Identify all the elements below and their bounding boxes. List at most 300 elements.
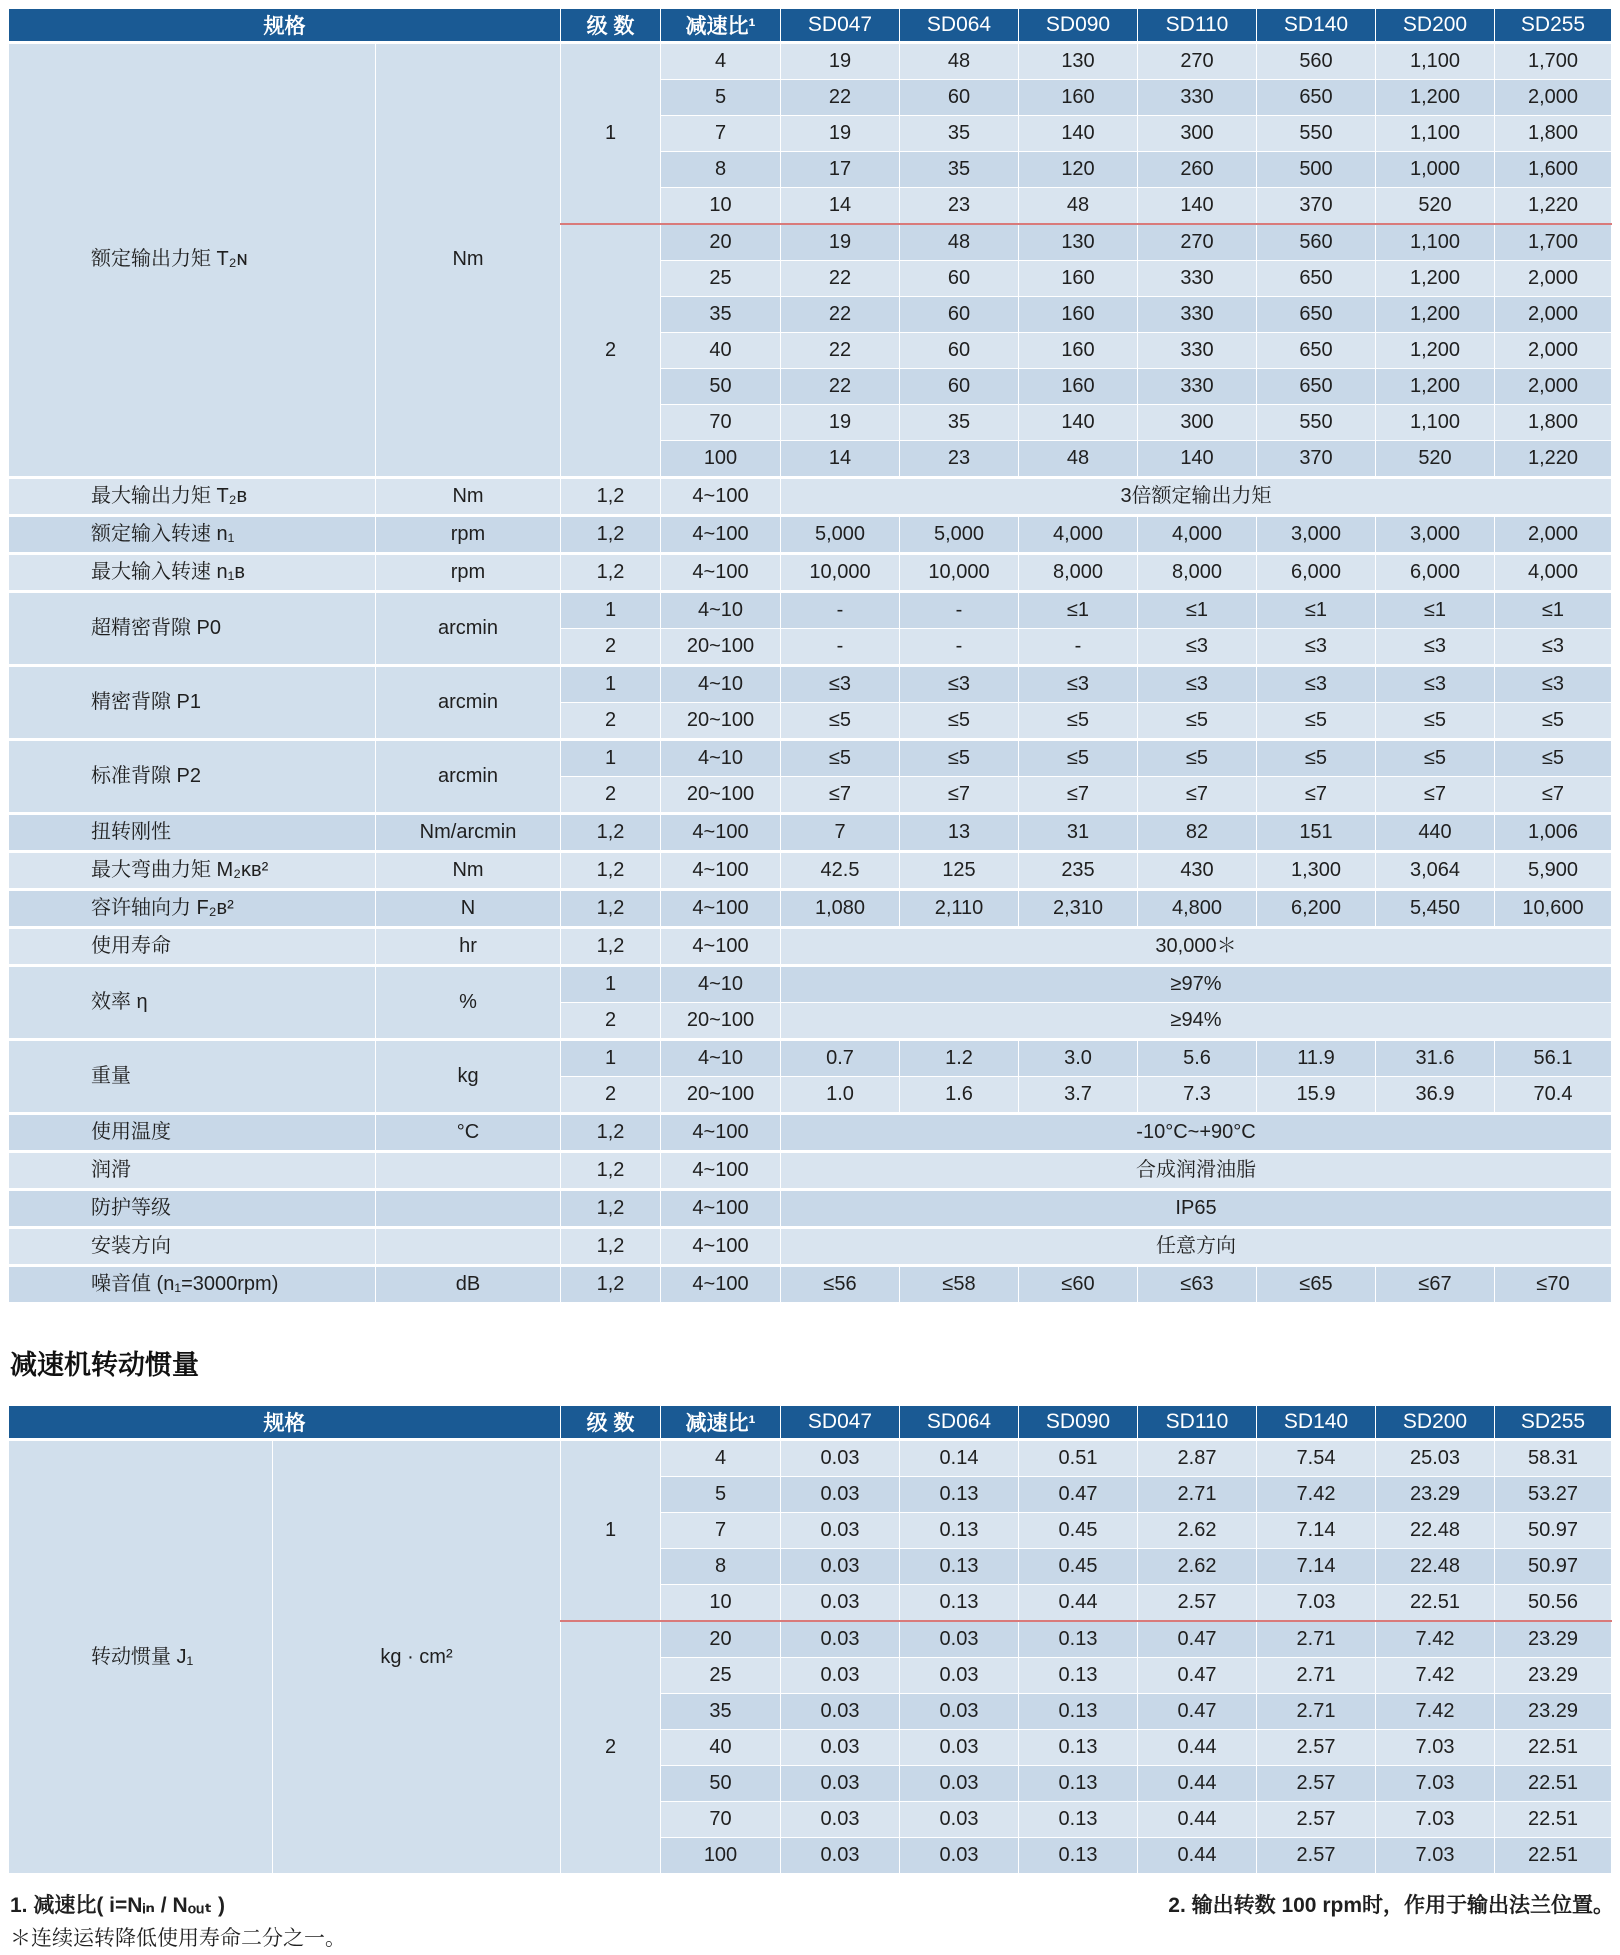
value-cell: 0.44 [1138,1766,1257,1802]
value-cell: 0.03 [900,1766,1019,1802]
spec-label: 重量 [9,1040,376,1114]
ratio-cell: 4~100 [661,928,781,966]
value-cell: 0.03 [781,1802,900,1838]
col-header-stages: 级 数 [561,1406,661,1440]
spec-label: 润滑 [9,1152,376,1190]
col-header-ratio: 减速比¹ [661,1406,781,1440]
value-cell: 0.03 [781,1440,900,1477]
value-cell: ≤5 [781,703,900,740]
value-cell: 7.14 [1257,1549,1376,1585]
spec-unit: N [376,890,561,928]
value-cell: 160 [1019,369,1138,405]
value-cell: ≤1 [1019,592,1138,629]
value-cell: 8,000 [1019,554,1138,592]
value-cell: 650 [1257,369,1376,405]
table-row [9,478,1612,516]
value-cell: 2.71 [1257,1621,1376,1658]
ratio-cell: 20 [661,224,781,261]
value-cell: 0.13 [900,1549,1019,1585]
value-cell: 330 [1138,80,1257,116]
spec-table-body [9,43,1612,1303]
value-cell: 42.5 [781,852,900,890]
value-cell: 1.2 [900,1040,1019,1077]
col-header-model-SD140: SD140 [1257,9,1376,43]
value-cell: 0.03 [900,1802,1019,1838]
value-cell: 370 [1257,441,1376,478]
value-cell: 0.03 [900,1838,1019,1874]
spec-unit [376,1152,561,1190]
value-cell: 36.9 [1376,1077,1495,1114]
ratio-cell: 50 [661,369,781,405]
value-cell: 4,800 [1138,890,1257,928]
value-cell: ≤5 [900,703,1019,740]
ratio-cell: 40 [661,333,781,369]
value-cell: 10,600 [1495,890,1612,928]
value-cell: 5,900 [1495,852,1612,890]
ratio-cell: 4~100 [661,1266,781,1303]
value-cell: 1.0 [781,1077,900,1114]
table-row [9,1228,1612,1266]
value-cell: 130 [1019,43,1138,80]
value-cell: 60 [900,333,1019,369]
ratio-cell: 35 [661,1694,781,1730]
value-cell: 7.03 [1257,1585,1376,1622]
value-cell: 2.57 [1257,1838,1376,1874]
value-cell: 0.03 [900,1658,1019,1694]
ratio-cell: 8 [661,1549,781,1585]
ratio-cell: 100 [661,441,781,478]
value-cell: 2,000 [1495,369,1612,405]
value-cell: 50.97 [1495,1549,1612,1585]
value-cell: ≤5 [900,740,1019,777]
value-cell: 5.6 [1138,1040,1257,1077]
value-cell: ≤5 [1495,703,1612,740]
table-row [9,928,1612,966]
value-cell: ≤70 [1495,1266,1612,1303]
stage-cell: 1,2 [561,478,661,516]
value-cell: - [1019,629,1138,666]
value-cell: 2.71 [1257,1658,1376,1694]
ratio-cell: 4~10 [661,1040,781,1077]
value-cell: 0.47 [1138,1658,1257,1694]
col-header-model-SD110: SD110 [1138,9,1257,43]
col-header-model-SD255: SD255 [1495,1406,1612,1440]
value-cell: 1,080 [781,890,900,928]
value-cell: 0.03 [900,1730,1019,1766]
value-cell: 160 [1019,333,1138,369]
value-cell: 140 [1019,116,1138,152]
value-cell: 6,000 [1257,554,1376,592]
spec-unit: Nm [376,43,561,478]
ratio-cell: 7 [661,1513,781,1549]
value-cell: 60 [900,369,1019,405]
value-cell: 7.14 [1257,1513,1376,1549]
ratio-cell: 4~100 [661,478,781,516]
stage-cell: 1,2 [561,814,661,852]
value-cell: ≤67 [1376,1266,1495,1303]
value-cell: 0.47 [1138,1694,1257,1730]
ratio-cell: 4~100 [661,814,781,852]
value-cell: 7.3 [1138,1077,1257,1114]
col-header-model-SD200: SD200 [1376,1406,1495,1440]
value-cell: 7.42 [1376,1621,1495,1658]
value-cell: 22.48 [1376,1513,1495,1549]
value-cell: 0.7 [781,1040,900,1077]
value-cell: 3,064 [1376,852,1495,890]
value-cell: 22.51 [1495,1730,1612,1766]
value-cell: 1,100 [1376,116,1495,152]
value-cell: 3,000 [1257,516,1376,554]
value-cell: 2.62 [1138,1549,1257,1585]
spec-label: 额定输入转速 n₁ [9,516,376,554]
value-cell: 1,200 [1376,261,1495,297]
table-row [9,852,1612,890]
value-cell: 70.4 [1495,1077,1612,1114]
header-row [9,9,1612,43]
value-cell: 330 [1138,297,1257,333]
value-cell: 160 [1019,261,1138,297]
value-cell: ≤56 [781,1266,900,1303]
value-cell: 7.42 [1376,1694,1495,1730]
value-cell: 0.03 [900,1694,1019,1730]
col-header-model-SD200: SD200 [1376,9,1495,43]
value-cell: 520 [1376,441,1495,478]
spec-table-head [9,9,1612,43]
value-cell: 1.6 [900,1077,1019,1114]
value-cell: 22 [781,261,900,297]
value-cell: ≤5 [1138,740,1257,777]
ratio-cell: 4~100 [661,1152,781,1190]
value-cell: 48 [1019,188,1138,225]
value-cell: 300 [1138,405,1257,441]
value-cell: 22.51 [1495,1838,1612,1874]
value-cell: 1,800 [1495,405,1612,441]
value-cell: 4,000 [1138,516,1257,554]
stage-cell: 2 [561,777,661,814]
value-cell: 1,200 [1376,80,1495,116]
table-row [9,1440,1612,1477]
value-cell: 0.13 [1019,1838,1138,1874]
value-cell: 270 [1138,224,1257,261]
value-cell: 19 [781,405,900,441]
value-cell: 0.51 [1019,1440,1138,1477]
value-cell: ≤5 [1495,740,1612,777]
spec-unit: hr [376,928,561,966]
value-cell: 650 [1257,80,1376,116]
ratio-cell: 4~100 [661,1228,781,1266]
value-cell: ≤5 [1019,740,1138,777]
value-cell: ≤7 [1376,777,1495,814]
value-cell: 0.47 [1138,1621,1257,1658]
value-cell: ≤7 [1257,777,1376,814]
value-cell: 370 [1257,188,1376,225]
spec-table [8,8,1612,1303]
value-cell: 0.03 [781,1766,900,1802]
value-cell: 1,100 [1376,43,1495,80]
value-cell: ≤3 [1019,666,1138,703]
ratio-cell: 4~10 [661,592,781,629]
value-cell: 17 [781,152,900,188]
value-cell: 14 [781,188,900,225]
value-cell: 0.44 [1138,1730,1257,1766]
spec-label: 精密背隙 P1 [9,666,376,740]
value-cell: 8,000 [1138,554,1257,592]
value-cell: ≤5 [1257,740,1376,777]
value-cell: 151 [1257,814,1376,852]
value-cell: ≤7 [781,777,900,814]
value-cell: 22.51 [1376,1585,1495,1622]
ratio-cell: 4~10 [661,666,781,703]
value-cell: 60 [900,261,1019,297]
value-cell: 3.7 [1019,1077,1138,1114]
col-header-spec: 规格 [9,1406,561,1440]
ratio-cell: 20~100 [661,777,781,814]
col-header-model-SD047: SD047 [781,9,900,43]
table-row [9,516,1612,554]
value-cell: ≤3 [900,666,1019,703]
ratio-cell: 35 [661,297,781,333]
table-row [9,890,1612,928]
value-cell: 11.9 [1257,1040,1376,1077]
span-value-cell: 3倍额定输出力矩 [781,478,1612,516]
col-header-model-SD064: SD064 [900,9,1019,43]
value-cell: 10,000 [781,554,900,592]
value-cell: - [781,629,900,666]
value-cell: 6,000 [1376,554,1495,592]
header-row [9,1406,1612,1440]
value-cell: ≤7 [1138,777,1257,814]
value-cell: 0.13 [1019,1621,1138,1658]
table-row [9,740,1612,777]
value-cell: 58.31 [1495,1440,1612,1477]
spec-label: 扭转刚性 [9,814,376,852]
value-cell: 1,006 [1495,814,1612,852]
span-value-cell: IP65 [781,1190,1612,1228]
value-cell: 7.03 [1376,1730,1495,1766]
value-cell: ≤5 [1257,703,1376,740]
col-header-model-SD255: SD255 [1495,9,1612,43]
spec-label: 标准背隙 P2 [9,740,376,814]
value-cell: 23.29 [1495,1621,1612,1658]
value-cell: 0.13 [900,1585,1019,1622]
spec-label: 安装方向 [9,1228,376,1266]
value-cell: 35 [900,152,1019,188]
ratio-cell: 10 [661,1585,781,1622]
stage-cell: 1 [561,966,661,1003]
span-value-cell: ≥97% [781,966,1612,1003]
value-cell: 60 [900,80,1019,116]
spec-unit: arcmin [376,740,561,814]
spec-label: 效率 η [9,966,376,1040]
stage-cell: 1 [561,43,661,225]
ratio-cell: 25 [661,261,781,297]
value-cell: 0.13 [1019,1802,1138,1838]
spec-unit: rpm [376,554,561,592]
value-cell: 650 [1257,261,1376,297]
value-cell: 2,000 [1495,333,1612,369]
value-cell: 4,000 [1019,516,1138,554]
value-cell: ≤3 [1138,666,1257,703]
col-header-model-SD064: SD064 [900,1406,1019,1440]
value-cell: 22.48 [1376,1549,1495,1585]
value-cell: ≤5 [1376,740,1495,777]
ratio-cell: 4~100 [661,890,781,928]
value-cell: 19 [781,43,900,80]
value-cell: 53.27 [1495,1477,1612,1513]
value-cell: 235 [1019,852,1138,890]
table-row [9,1190,1612,1228]
value-cell: 22 [781,297,900,333]
table-row [9,592,1612,629]
ratio-cell: 8 [661,152,781,188]
table-row [9,1114,1612,1152]
value-cell: 22.51 [1495,1802,1612,1838]
value-cell: 3.0 [1019,1040,1138,1077]
ratio-cell: 20~100 [661,703,781,740]
spec-unit: Nm [376,478,561,516]
spec-unit [376,1190,561,1228]
value-cell: 2,000 [1495,297,1612,333]
stage-cell: 1 [561,666,661,703]
ratio-cell: 4~10 [661,966,781,1003]
value-cell: ≤3 [1257,629,1376,666]
value-cell: - [900,629,1019,666]
value-cell: 1,700 [1495,224,1612,261]
value-cell: - [900,592,1019,629]
stage-cell: 1 [561,592,661,629]
value-cell: 0.44 [1138,1838,1257,1874]
value-cell: 2.71 [1257,1694,1376,1730]
value-cell: 330 [1138,333,1257,369]
stage-cell: 2 [561,629,661,666]
value-cell: 2.71 [1138,1477,1257,1513]
spec-label: 最大输出力矩 T₂ʙ [9,478,376,516]
value-cell: 7 [781,814,900,852]
value-cell: 22.51 [1495,1766,1612,1802]
value-cell: 2,110 [900,890,1019,928]
value-cell: 2.57 [1257,1766,1376,1802]
value-cell: 300 [1138,116,1257,152]
value-cell: 560 [1257,43,1376,80]
value-cell: ≤58 [900,1266,1019,1303]
footnote-life-star: ＊连续运转降低使用寿命二分之一。 [10,1926,346,1950]
value-cell: 1,200 [1376,297,1495,333]
value-cell: 50.97 [1495,1513,1612,1549]
ratio-cell: 70 [661,1802,781,1838]
value-cell: ≤5 [1019,703,1138,740]
stage-cell: 2 [561,224,661,478]
table-row [9,814,1612,852]
value-cell: 7.03 [1376,1802,1495,1838]
value-cell: ≤3 [1257,666,1376,703]
col-header-spec: 规格 [9,9,561,43]
table-row [9,1152,1612,1190]
ratio-cell: 5 [661,80,781,116]
value-cell: ≤7 [1495,777,1612,814]
spec-label: 使用寿命 [9,928,376,966]
value-cell: 0.03 [781,1585,900,1622]
value-cell: 550 [1257,405,1376,441]
ratio-cell: 4~100 [661,516,781,554]
spec-unit: % [376,966,561,1040]
value-cell: 650 [1257,297,1376,333]
value-cell: 1,700 [1495,43,1612,80]
ratio-cell: 70 [661,405,781,441]
value-cell: 1,100 [1376,224,1495,261]
table-row [9,966,1612,1003]
ratio-cell: 4 [661,1440,781,1477]
table-row [9,554,1612,592]
ratio-cell: 100 [661,1838,781,1874]
spec-unit: rpm [376,516,561,554]
value-cell: 0.45 [1019,1513,1138,1549]
value-cell: ≤5 [1376,703,1495,740]
value-cell: 440 [1376,814,1495,852]
value-cell: 260 [1138,152,1257,188]
value-cell: 2,000 [1495,516,1612,554]
value-cell: ≤60 [1019,1266,1138,1303]
value-cell: 56.1 [1495,1040,1612,1077]
value-cell: 1,200 [1376,369,1495,405]
value-cell: 13 [900,814,1019,852]
value-cell: 520 [1376,188,1495,225]
value-cell: 1,100 [1376,405,1495,441]
ratio-cell: 4~100 [661,1114,781,1152]
col-header-stages: 级 数 [561,9,661,43]
value-cell: 1,300 [1257,852,1376,890]
value-cell: 35 [900,116,1019,152]
value-cell: ≤3 [1376,629,1495,666]
spec-unit: Nm/arcmin [376,814,561,852]
span-value-cell: 30,000＊ [781,928,1612,966]
value-cell: ≤3 [1495,666,1612,703]
spec-unit: arcmin [376,666,561,740]
value-cell: 48 [1019,441,1138,478]
stage-cell: 2 [561,1621,661,1874]
span-value-cell: 合成润滑油脂 [781,1152,1612,1190]
value-cell: 2.57 [1257,1802,1376,1838]
value-cell: 23.29 [1495,1658,1612,1694]
spec-label: 噪音值 (n₁=3000rpm) [9,1266,376,1303]
value-cell: ≤65 [1257,1266,1376,1303]
spec-unit: arcmin [376,592,561,666]
value-cell: ≤7 [1019,777,1138,814]
spec-unit: dB [376,1266,561,1303]
value-cell: 0.47 [1019,1477,1138,1513]
value-cell: 1,600 [1495,152,1612,188]
value-cell: 4,000 [1495,554,1612,592]
value-cell: 0.03 [781,1838,900,1874]
value-cell: ≤3 [781,666,900,703]
value-cell: 23 [900,188,1019,225]
value-cell: 5,000 [900,516,1019,554]
value-cell: 0.13 [1019,1658,1138,1694]
value-cell: 22 [781,369,900,405]
value-cell: ≤3 [1376,666,1495,703]
value-cell: 1,220 [1495,441,1612,478]
spec-label: 最大弯曲力矩 M₂ᴋʙ² [9,852,376,890]
value-cell: ≤63 [1138,1266,1257,1303]
span-value-cell: 任意方向 [781,1228,1612,1266]
value-cell: 31.6 [1376,1040,1495,1077]
spec-label: 额定输出力矩 T₂ɴ [9,43,376,478]
value-cell: ≤5 [1138,703,1257,740]
value-cell: ≤1 [1138,592,1257,629]
spec-label: 防护等级 [9,1190,376,1228]
value-cell: 560 [1257,224,1376,261]
stage-cell: 1,2 [561,554,661,592]
ratio-cell: 20~100 [661,1077,781,1114]
